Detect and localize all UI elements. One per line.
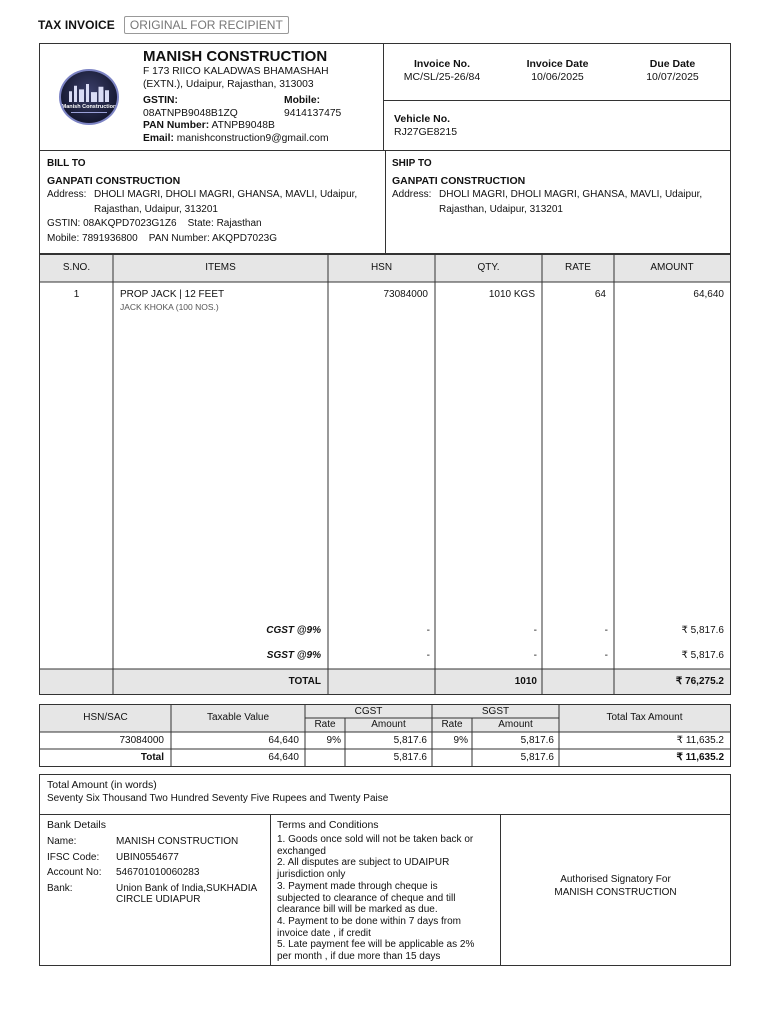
tax-row-cgst-rate: 9% [326, 735, 341, 746]
copy-type-badge: ORIGINAL FOR RECIPIENT [124, 16, 289, 34]
bill-to-state-label: State: [187, 218, 214, 229]
seller-name: MANISH CONSTRUCTION [143, 48, 328, 65]
invoice-number: MC/SL/25-26/84 [403, 71, 481, 83]
tax-header-sgst: SGST [481, 706, 510, 717]
tax-header-total: Total Tax Amount [606, 712, 683, 723]
ship-to-address-label: Address: [392, 189, 432, 200]
vehicle-label: Vehicle No. [394, 113, 451, 125]
bill-to-section [40, 151, 386, 253]
terms-line: clearance bill will be marked as due. [277, 904, 438, 916]
tax-header-cgst-rate: Rate [314, 719, 336, 730]
col-header-rate: RATE [565, 262, 591, 273]
bank-account-label: Account No: [47, 867, 102, 878]
bank-account-number: 546701010060283 [116, 867, 200, 878]
bill-to-pan-label: PAN Number: [148, 232, 210, 244]
bank-name: Union Bank of India,SUKHADIA CIRCLE UDIAPUR [116, 882, 257, 905]
terms-line: 2. All disputes are subject to UDAIPUR [277, 857, 450, 869]
vehicle-block [384, 101, 730, 139]
terms-line: exchanged [277, 845, 326, 857]
col-header-sno: S.NO. [62, 262, 91, 273]
bill-to-gstin: 08AKQPD7023G1Z6 [83, 218, 177, 229]
signatory-line1: Authorised Signatory For [560, 874, 671, 885]
bank-ifsc: UBIN0554677 [116, 851, 179, 863]
tax-row-taxable: 64,640 [268, 735, 299, 746]
tax-total-cgst: 5,817.6 [393, 752, 427, 763]
terms-line: jurisdiction only [277, 869, 346, 881]
col-header-hsn: HSN [370, 262, 393, 273]
tax-total-taxable: 64,640 [268, 752, 299, 763]
col-header-amount: AMOUNT [650, 262, 694, 273]
invoice-date: 10/06/2025 [531, 71, 584, 83]
row-amount: 64,640 [693, 289, 724, 300]
amount-words-value: Seventy Six Thousand Two Hundred Seventy Five Rupees and Twenty Paise [47, 793, 389, 804]
tax-header-cgst: CGST [354, 706, 383, 717]
sgst-qty: - [533, 650, 537, 661]
seller-section [40, 44, 384, 150]
tax-total-sgst: 5,817.6 [520, 752, 554, 763]
terms-line: subjected to clearance of cheque and till [277, 892, 456, 904]
bill-to-gstin-label: GSTIN: [47, 218, 81, 229]
bill-to-address-line1: DHOLI MAGRI, DHOLI MAGRI, GHANSA, MAVLI, Udaipur, [94, 189, 358, 200]
skyline-icon [69, 84, 109, 102]
company-logo [59, 69, 119, 125]
bill-to-heading: BILL TO [47, 158, 86, 169]
signatory-section [501, 815, 730, 965]
items-table [39, 254, 731, 695]
sgst-rate: - [604, 650, 608, 661]
bank-label: Bank: [47, 882, 73, 894]
invoice-footer [39, 814, 731, 966]
due-date-label: Due Date [649, 58, 696, 70]
bank-details [40, 815, 271, 965]
bill-to-mobile-label: Mobile: [47, 232, 80, 244]
seller-info [143, 48, 383, 145]
logo-underline [71, 112, 107, 117]
tax-total-amount: ₹ 11,635.2 [676, 752, 724, 763]
seller-email-label: Email: [143, 132, 174, 144]
seller-address-line2: (EXTN.), Udaipur, Rajasthan, 313003 [143, 78, 314, 90]
items-total-label: TOTAL [288, 676, 321, 687]
amount-in-words [39, 774, 731, 815]
terms-list [277, 834, 500, 963]
cgst-hsn: - [426, 625, 430, 636]
tax-header-hsn: HSN/SAC [83, 712, 128, 723]
terms-and-conditions [271, 815, 501, 965]
seller-mobile-label: Mobile: [284, 95, 321, 106]
ship-to-heading: SHIP TO [392, 158, 432, 169]
invoice-meta [384, 44, 730, 150]
tax-row-hsn: 73084000 [119, 735, 164, 746]
due-date-block [615, 58, 730, 100]
address-section [39, 150, 731, 254]
row-sno: 1 [73, 289, 80, 300]
invoice-number-block [384, 58, 500, 100]
cgst-label: CGST @9% [266, 625, 321, 636]
bill-to-name: GANPATI CONSTRUCTION [47, 174, 181, 187]
bank-account-name: MANISH CONSTRUCTION [116, 836, 239, 847]
row-qty: 1010 KGS [488, 289, 535, 300]
tax-row-sgst-amount: 5,817.6 [520, 735, 554, 746]
sgst-hsn: - [426, 650, 430, 661]
terms-line: 5. Late payment fee will be applicable as 2% [277, 939, 475, 951]
ship-to-section [386, 151, 730, 253]
row-item-description: JACK KHOKA (100 NOS.) [120, 302, 219, 312]
seller-gstin: 08ATNPB9048B1ZQ [143, 107, 238, 119]
row-hsn: 73084000 [383, 289, 428, 300]
tax-summary-table [39, 704, 731, 767]
document-heading [38, 16, 289, 34]
cgst-rate: - [604, 625, 608, 636]
row-rate: 64 [594, 289, 606, 300]
sgst-amount: ₹ 5,817.6 [681, 650, 724, 661]
cgst-amount: ₹ 5,817.6 [681, 625, 724, 636]
tax-row-total: ₹ 11,635.2 [676, 735, 724, 746]
tax-header-sgst-amount: Amount [498, 719, 533, 730]
invoice-number-label: Invoice No. [413, 58, 470, 70]
seller-pan: ATNPB9048B [211, 120, 275, 131]
col-header-items: ITEMS [205, 262, 236, 273]
seller-ids [143, 95, 383, 120]
invoice-date-label: Invoice Date [526, 58, 589, 70]
ship-to-address-line1: DHOLI MAGRI, DHOLI MAGRI, GHANSA, MAVLI, Udaipur, [439, 189, 703, 200]
bank-title: Bank Details [47, 819, 106, 831]
terms-line: per month , if due more than 15 days [277, 951, 441, 963]
tax-row-sgst-rate: 9% [453, 735, 468, 746]
tax-header-sgst-rate: Rate [441, 719, 463, 730]
sgst-label: SGST @9% [266, 650, 321, 661]
bank-ifsc-label: IFSC Code: [47, 851, 100, 863]
tax-header-cgst-amount: Amount [371, 719, 406, 730]
row-item-name: PROP JACK | 12 FEET [120, 289, 225, 300]
signatory-line2: MANISH CONSTRUCTION [554, 886, 677, 898]
amount-words-title: Total Amount (in words) [47, 779, 157, 791]
invoice-date-block [500, 58, 615, 100]
terms-line: 4. Payment to be done within 7 days from [277, 915, 461, 927]
ship-to-address-line2: Rajasthan, Udaipur, 313201 [439, 203, 563, 215]
bill-to-state: Rajasthan [216, 218, 262, 229]
invoice-header [39, 43, 731, 151]
seller-email[interactable]: manishconstruction9@gmail.com [176, 132, 329, 144]
terms-line: invoice date , if credit [277, 927, 371, 939]
items-total-qty: 1010 [514, 676, 537, 687]
due-date: 10/07/2025 [646, 71, 699, 83]
bank-name-label: Name: [47, 836, 77, 847]
bill-to-address-line2: Rajasthan, Udaipur, 313201 [94, 203, 218, 215]
document-title: TAX INVOICE [38, 18, 115, 32]
ship-to-name: GANPATI CONSTRUCTION [392, 174, 526, 187]
vehicle-number: RJ27GE8215 [394, 126, 458, 138]
terms-line: 3. Payment made through cheque is [277, 880, 438, 892]
seller-gstin-label: GSTIN: [143, 95, 178, 106]
seller-address-line1: F 173 RIICO KALADWAS BHAMASHAH [143, 66, 329, 77]
logo-text: Manish Construction [61, 104, 117, 110]
tax-row-cgst-amount: 5,817.6 [393, 735, 427, 746]
bill-to-mobile: 7891936800 [82, 232, 138, 244]
items-total-amount: ₹ 76,275.2 [675, 676, 724, 687]
cgst-qty: - [533, 625, 537, 636]
col-header-qty: QTY. [477, 262, 500, 273]
seller-pan-label: PAN Number: [143, 120, 210, 131]
tax-total-label: Total [140, 752, 164, 763]
terms-title: Terms and Conditions [277, 819, 379, 831]
bill-to-pan: AKQPD7023G [211, 232, 278, 244]
seller-mobile: 9414137475 [284, 107, 342, 119]
tax-header-taxable: Taxable Value [206, 712, 270, 723]
bill-to-address-label: Address: [47, 189, 87, 200]
terms-line: 1. Goods once sold will not be taken back or [277, 834, 474, 845]
